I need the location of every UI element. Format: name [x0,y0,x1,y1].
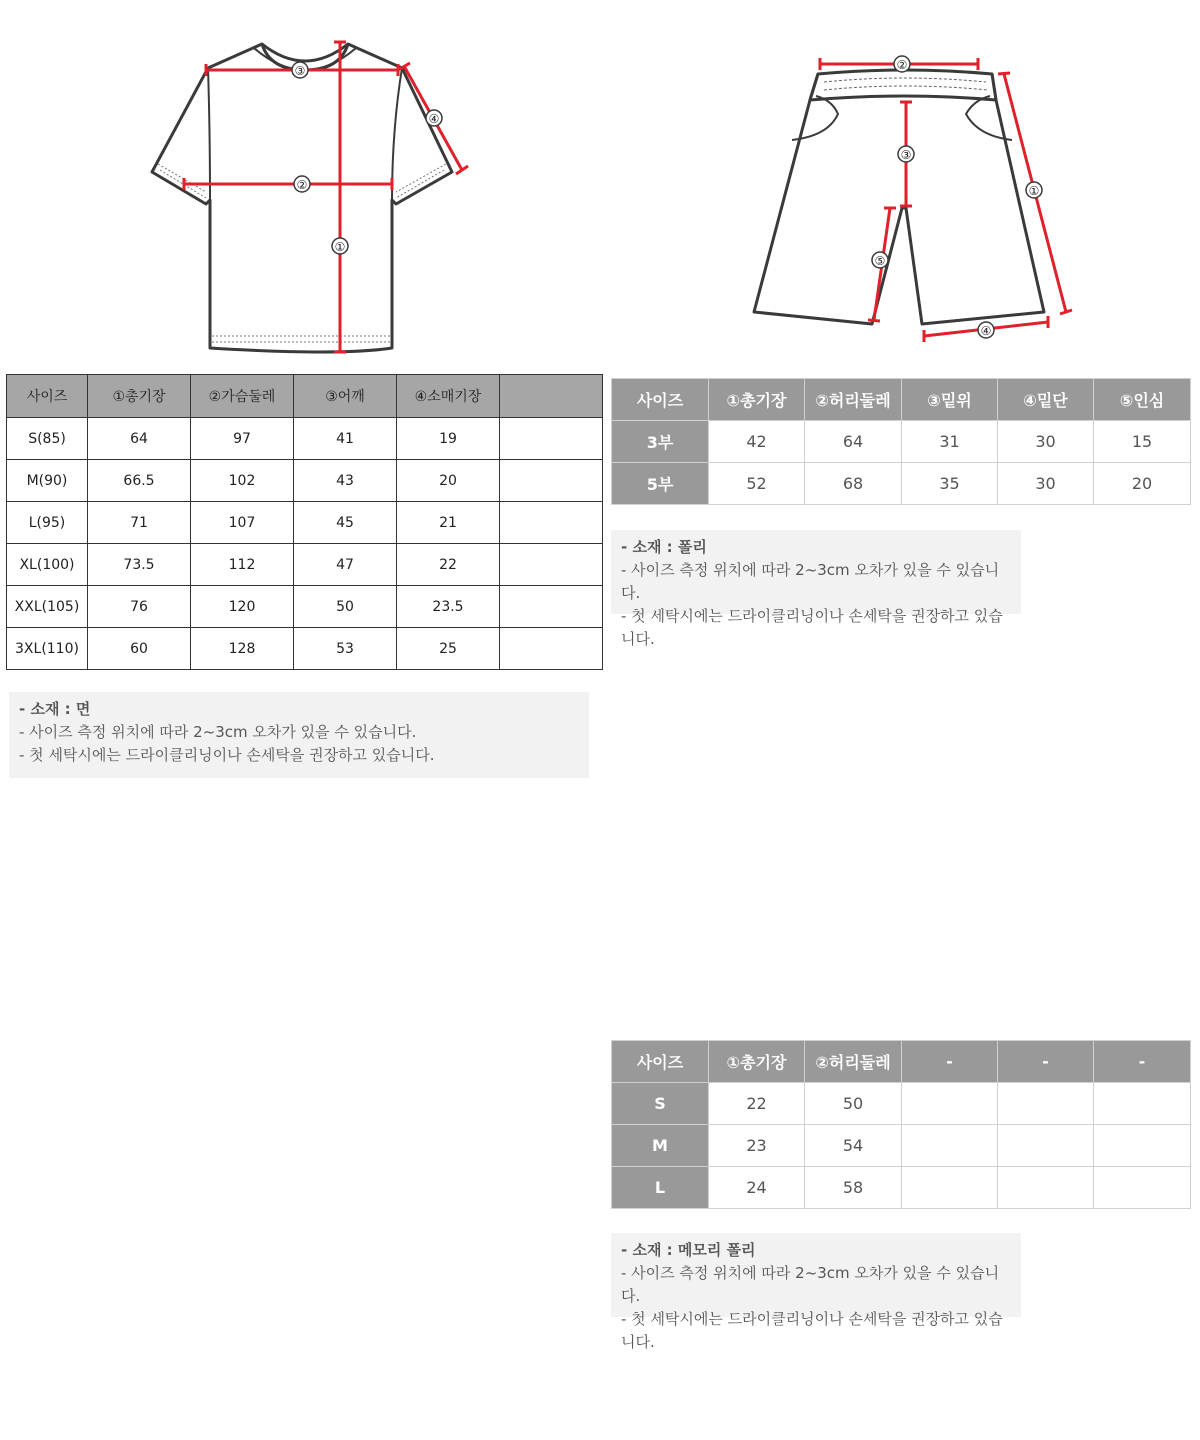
cell: 30 [998,421,1094,463]
header-sleeve: ④소매기장 [397,375,500,418]
header-size: 사이즈 [7,375,88,418]
cell: 102 [191,460,294,502]
cell: 97 [191,418,294,460]
cell: 22 [397,544,500,586]
cell [998,1167,1094,1209]
cell: 45 [294,502,397,544]
callout-waist: ② [896,58,908,72]
third-size-table [611,1040,1191,1209]
header-total-length: ①총기장 [709,379,805,421]
cell: 76 [88,586,191,628]
cell [500,460,603,502]
cell: 64 [88,418,191,460]
row-header: 5부 [612,463,709,505]
cell: 60 [88,628,191,670]
shorts-diagram [740,40,1080,350]
cell: 23.5 [397,586,500,628]
header-size: 사이즈 [612,379,709,421]
header-waist: ②허리둘레 [805,1041,902,1083]
cell: 19 [397,418,500,460]
table-row [612,1167,1191,1209]
cell [500,418,603,460]
callout-inseam: ⑤ [874,254,886,268]
cell: 68 [805,463,902,505]
cell: 53 [294,628,397,670]
callout-total-length: ① [334,240,346,254]
cell: 73.5 [88,544,191,586]
cell: M(90) [7,460,88,502]
cell: 120 [191,586,294,628]
callout-chest: ② [296,178,308,192]
row-header: M [612,1125,709,1167]
cell: S(85) [7,418,88,460]
row-header: 3부 [612,421,709,463]
cell: 20 [397,460,500,502]
table-row [7,628,603,670]
table-header-row [7,375,603,418]
callout-rise: ③ [900,148,912,162]
table-row [7,502,603,544]
table-row [612,463,1191,505]
table-row [7,418,603,460]
wash-note: - 첫 세탁시에는 드라이클리닝이나 손세탁을 권장하고 있습니다. [19,746,435,764]
header-size: 사이즈 [612,1041,709,1083]
cell [902,1167,998,1209]
cell: 24 [709,1167,805,1209]
callout-sleeve: ④ [428,112,440,126]
cell: 64 [805,421,902,463]
cell: 21 [397,502,500,544]
row-header: L [612,1167,709,1209]
material-note: - 소재 : 면 [19,700,91,718]
cell: 128 [191,628,294,670]
table-row [7,544,603,586]
table-header-row [612,379,1191,421]
cell [500,586,603,628]
cell [500,502,603,544]
table-row [612,1083,1191,1125]
shirt-notes [9,692,589,778]
cell: 43 [294,460,397,502]
cell: 20 [1094,463,1191,505]
cell: 22 [709,1083,805,1125]
header-chest: ②가슴둘레 [191,375,294,418]
cell: XL(100) [7,544,88,586]
header-placeholder: - [1094,1041,1191,1083]
wash-note: - 첫 세탁시에는 드라이클리닝이나 손세탁을 권장하고 있습니다. [621,607,1003,648]
header-rise: ③밑위 [902,379,998,421]
cell: 50 [805,1083,902,1125]
header-empty [500,375,603,418]
cell: 54 [805,1125,902,1167]
cell [500,544,603,586]
cell: 3XL(110) [7,628,88,670]
shorts-illustration [740,40,1080,350]
cell: 23 [709,1125,805,1167]
cell: 58 [805,1167,902,1209]
cell [902,1083,998,1125]
cell: 42 [709,421,805,463]
callout-shoulder: ③ [294,64,306,78]
material-note: - 소재 : 메모리 폴리 [621,1241,756,1259]
table-row [612,1125,1191,1167]
cell [1094,1125,1191,1167]
measurement-note: - 사이즈 측정 위치에 따라 2~3cm 오차가 있을 수 있습니다. [621,561,1000,602]
table-header-row [612,1041,1191,1083]
cell: 52 [709,463,805,505]
cell [902,1125,998,1167]
cell: 71 [88,502,191,544]
cell: 35 [902,463,998,505]
header-shoulder: ③어깨 [294,375,397,418]
measurement-note: - 사이즈 측정 위치에 따라 2~3cm 오차가 있을 수 있습니다. [19,723,417,741]
shorts-notes [611,530,1021,648]
cell: 41 [294,418,397,460]
cell: 107 [191,502,294,544]
shirt-size-table [6,374,603,670]
cell [1094,1167,1191,1209]
row-header: S [612,1083,709,1125]
cell [998,1083,1094,1125]
table-row [612,421,1191,463]
cell: 50 [294,586,397,628]
header-hem: ④밑단 [998,379,1094,421]
cell: 47 [294,544,397,586]
header-total-length: ①총기장 [709,1041,805,1083]
cell: 25 [397,628,500,670]
callout-total-length: ① [1028,184,1040,198]
wash-note: - 첫 세탁시에는 드라이클리닝이나 손세탁을 권장하고 있습니다. [621,1310,1003,1351]
cell: XXL(105) [7,586,88,628]
cell: 66.5 [88,460,191,502]
callout-hem: ④ [980,324,992,338]
cell [998,1125,1094,1167]
header-placeholder: - [902,1041,998,1083]
table-row [7,586,603,628]
measurement-note: - 사이즈 측정 위치에 따라 2~3cm 오차가 있을 수 있습니다. [621,1264,1000,1305]
cell: L(95) [7,502,88,544]
header-inseam: ⑤인심 [1094,379,1191,421]
cell [1094,1083,1191,1125]
cell: 112 [191,544,294,586]
tshirt-illustration [140,30,480,360]
header-placeholder: - [998,1041,1094,1083]
shorts-size-table [611,378,1191,505]
cell: 30 [998,463,1094,505]
cell: 15 [1094,421,1191,463]
header-waist: ②허리둘레 [805,379,902,421]
header-total-length: ①총기장 [88,375,191,418]
cell [500,628,603,670]
cell: 31 [902,421,998,463]
material-note: - 소재 : 폴리 [621,538,707,556]
tshirt-diagram [140,30,480,360]
third-notes [611,1233,1021,1351]
table-row [7,460,603,502]
